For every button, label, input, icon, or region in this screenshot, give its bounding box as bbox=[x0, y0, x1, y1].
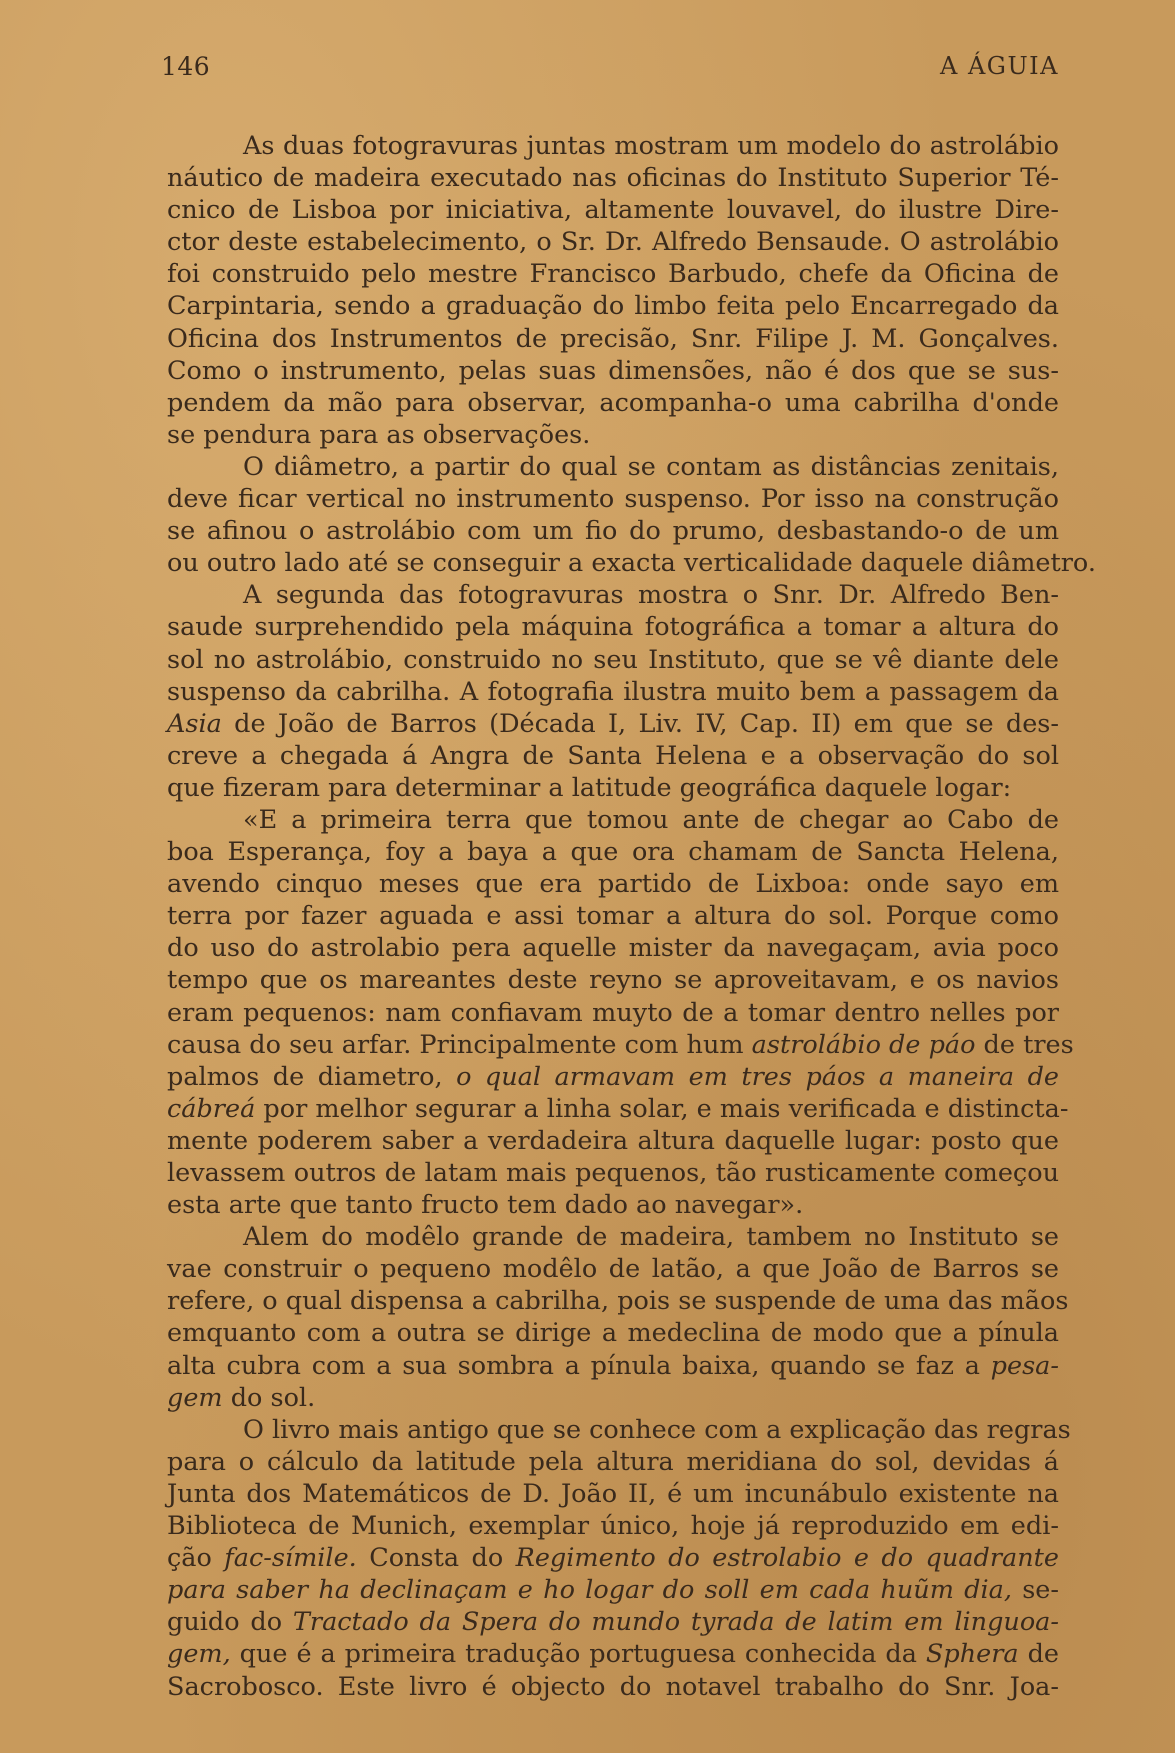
text-run: esta arte que tanto fructo tem dado ao navegar». bbox=[167, 1190, 804, 1221]
text-run: refere, o qual dispensa a cabrilha, pois se suspende de uma das mãos bbox=[167, 1286, 1069, 1317]
text-run: Junta dos Matemáticos de D. João II, é um incunábulo existente na bbox=[167, 1478, 1059, 1509]
italic-text: Tractado da Spera do mundo tyrada de latim em linguoa- bbox=[292, 1607, 1059, 1638]
italic-text: Regimento do estrolabio e do quadrante bbox=[515, 1543, 1059, 1574]
text-line bbox=[167, 932, 1059, 964]
italic-text: fac-símile. bbox=[224, 1543, 357, 1574]
text-line bbox=[167, 1478, 1059, 1510]
text-run: emquanto com a outra se dirige a medeclina de modo que a pínula bbox=[167, 1318, 1059, 1349]
text-line bbox=[167, 483, 1059, 515]
italic-text: o qual armavam em tres páos a maneira de bbox=[456, 1061, 1059, 1092]
text-run: boa Esperança, foy a baya a que ora chamam de Sancta Helena, bbox=[167, 837, 1059, 868]
text-line bbox=[167, 997, 1059, 1029]
text-run: se- bbox=[1011, 1575, 1059, 1606]
text-run: levassem outros de latam mais pequenos, tão rusticamente começou bbox=[167, 1158, 1059, 1188]
text-line bbox=[167, 1542, 1059, 1574]
text-run: mente poderem saber a verdadeira altura daquelle lugar: posto que bbox=[167, 1125, 1059, 1156]
page-number: 146 bbox=[161, 52, 211, 81]
text-run: A segunda das fotogravuras mostra o Snr. Dr. Alfredo Ben- bbox=[243, 580, 1059, 611]
text-line bbox=[167, 1061, 1059, 1093]
text-line bbox=[167, 1606, 1059, 1638]
text-line bbox=[167, 258, 1059, 290]
text-run: saude surprehendido pela máquina fotográfica a tomar a altura do bbox=[167, 612, 1059, 643]
text-run: de João de Barros (Década I, Liv. IV, Cap. II) em que se des- bbox=[221, 708, 1059, 739]
text-line bbox=[167, 323, 1059, 355]
italic-text: para saber ha declinaçam e ho logar do soll em cada huũm dia, bbox=[167, 1575, 1012, 1606]
text-line bbox=[167, 579, 1059, 611]
text-line bbox=[167, 451, 1059, 483]
text-run: terra por fazer aguada e assi tomar a altura do sol. Porque como bbox=[167, 901, 1059, 932]
text-line bbox=[167, 644, 1059, 676]
text-run: Alem do modêlo grande de madeira, tambem no Instituto se bbox=[243, 1222, 1059, 1253]
text-line bbox=[167, 387, 1059, 419]
text-line bbox=[167, 1125, 1059, 1157]
text-line bbox=[167, 804, 1059, 836]
text-line bbox=[167, 419, 1059, 451]
text-line bbox=[167, 964, 1059, 996]
text-line bbox=[167, 868, 1059, 900]
text-run: creve a chegada á Angra de Santa Helena e a observação do sol bbox=[167, 740, 1059, 771]
text-line bbox=[167, 1189, 1059, 1221]
text-line bbox=[167, 162, 1059, 194]
italic-text: astrolábio de páo bbox=[751, 1029, 976, 1060]
text-line bbox=[167, 290, 1059, 322]
text-run: do uso do astrolabio pera aquelle mister da navegaçam, avia poco bbox=[167, 933, 1059, 964]
text-run: se afinou o astrolábio com um fio do prumo, desbastando-o de um bbox=[167, 516, 1059, 547]
text-run: por melhor segurar a linha solar, e mais verificada e distincta- bbox=[255, 1093, 1069, 1124]
text-line bbox=[167, 226, 1059, 258]
text-run: do sol. bbox=[222, 1382, 316, 1413]
text-run: de bbox=[1018, 1639, 1059, 1670]
italic-text: Asia bbox=[167, 708, 222, 739]
text-run: alta cubra com a sua sombra a pínula baixa, quando se faz a bbox=[167, 1350, 991, 1381]
text-run: causa do seu arfar. Principalmente com hum bbox=[167, 1029, 752, 1060]
text-run: Sacrobosco. Este livro é objecto do notavel trabalho do Snr. Joa- bbox=[167, 1671, 1059, 1702]
text-line bbox=[167, 1510, 1059, 1542]
text-run: guido do bbox=[167, 1607, 293, 1638]
text-line bbox=[167, 1574, 1059, 1606]
text-line bbox=[167, 130, 1059, 162]
text-run: Oficina dos Instrumentos de precisão, Snr. Filipe J. M. Gonçalves. bbox=[167, 323, 1059, 354]
text-line bbox=[167, 1157, 1059, 1189]
text-line bbox=[167, 900, 1059, 932]
text-run: eram pequenos: nam confiavam muyto de a tomar dentro nelles por bbox=[167, 997, 1059, 1028]
text-run: que é a primeira tradução portuguesa conhecida da bbox=[230, 1639, 926, 1670]
text-line bbox=[167, 1414, 1071, 1446]
text-line bbox=[167, 1350, 1059, 1382]
italic-text: Sphera bbox=[925, 1639, 1019, 1670]
text-run: avendo cinquo meses que era partido de Lixboa: onde sayo em bbox=[167, 869, 1059, 900]
text-run: de tres bbox=[975, 1029, 1074, 1060]
running-title: A ÁGUIA bbox=[939, 52, 1059, 80]
italic-text: pesa- bbox=[990, 1350, 1059, 1381]
italic-text: gem bbox=[167, 1382, 223, 1413]
body-text bbox=[167, 130, 1096, 1703]
text-run: O diâmetro, a partir do qual se contam as distâncias zenitais, bbox=[243, 451, 1059, 482]
text-line bbox=[167, 708, 1059, 740]
text-line bbox=[167, 1029, 1074, 1061]
text-run: sol no astrolábio, construido no seu Instituto, que se vê diante dele bbox=[167, 644, 1059, 675]
text-run: ctor deste estabelecimento, o Sr. Dr. Alfredo Bensaude. O astrolábio bbox=[167, 227, 1059, 258]
text-run: vae construir o pequeno modêlo de latão, a que João de Barros se bbox=[167, 1254, 1059, 1285]
text-line bbox=[167, 547, 1096, 579]
text-run: cnico de Lisboa por iniciativa, altamente louvavel, do ilustre Dire- bbox=[167, 195, 1059, 226]
text-run: Como o instrumento, pelas suas dimensões, não é dos que se sus- bbox=[167, 355, 1059, 386]
text-run: Consta do bbox=[356, 1543, 516, 1574]
text-line bbox=[167, 355, 1059, 387]
text-run: As duas fotogravuras juntas mostram um modelo do astrolábio bbox=[243, 131, 1059, 161]
text-run: ção bbox=[167, 1543, 225, 1574]
text-run: palmos de diametro, bbox=[167, 1061, 457, 1092]
text-line bbox=[167, 1253, 1059, 1285]
italic-text: cábreá bbox=[167, 1093, 256, 1124]
text-line bbox=[167, 1093, 1069, 1125]
text-line bbox=[167, 1285, 1069, 1317]
text-run: náutico de madeira executado nas oficinas do Instituto Superior Té- bbox=[167, 163, 1059, 194]
text-run: O livro mais antigo que se conhece com a explicação das regras bbox=[243, 1414, 1071, 1445]
text-line bbox=[167, 1382, 1059, 1414]
text-run: suspenso da cabrilha. A fotografia ilustra muito bem a passagem da bbox=[167, 676, 1059, 707]
text-run: deve ficar vertical no instrumento suspenso. Por isso na construção bbox=[167, 484, 1059, 515]
text-run: para o cálculo da latitude pela altura meridiana do sol, devidas á bbox=[167, 1446, 1059, 1477]
text-line bbox=[167, 676, 1059, 708]
text-line bbox=[167, 740, 1059, 772]
text-line bbox=[167, 1671, 1059, 1703]
text-run: ou outro lado até se conseguir a exacta verticalidade daquele diâmetro. bbox=[167, 548, 1096, 579]
text-run: Carpintaria, sendo a graduação do limbo feita pelo Encarregado da bbox=[167, 291, 1059, 322]
text-run: Biblioteca de Munich, exemplar único, hoje já reproduzido em edi- bbox=[167, 1511, 1059, 1542]
text-run: «E a primeira terra que tomou ante de chegar ao Cabo de bbox=[243, 804, 1059, 835]
text-run: tempo que os mareantes deste reyno se aproveitavam, e os navios bbox=[167, 965, 1059, 996]
text-line bbox=[167, 1638, 1059, 1670]
text-line bbox=[167, 1446, 1059, 1478]
text-line bbox=[167, 836, 1059, 868]
text-line bbox=[167, 194, 1059, 226]
text-line bbox=[167, 772, 1059, 804]
italic-text: gem, bbox=[167, 1639, 231, 1670]
text-run: foi construido pelo mestre Francisco Barbudo, chefe da Oficina de bbox=[167, 259, 1059, 290]
text-run: pendem da mão para observar, acompanha-o uma cabrilha d'onde bbox=[167, 387, 1059, 418]
text-line bbox=[167, 1221, 1059, 1253]
text-run: se pendura para as observações. bbox=[167, 419, 591, 450]
text-run: que fizeram para determinar a latitude geográfica daquele logar: bbox=[167, 772, 1012, 803]
text-line bbox=[167, 1317, 1059, 1349]
text-line bbox=[167, 611, 1059, 643]
text-line bbox=[167, 515, 1059, 547]
